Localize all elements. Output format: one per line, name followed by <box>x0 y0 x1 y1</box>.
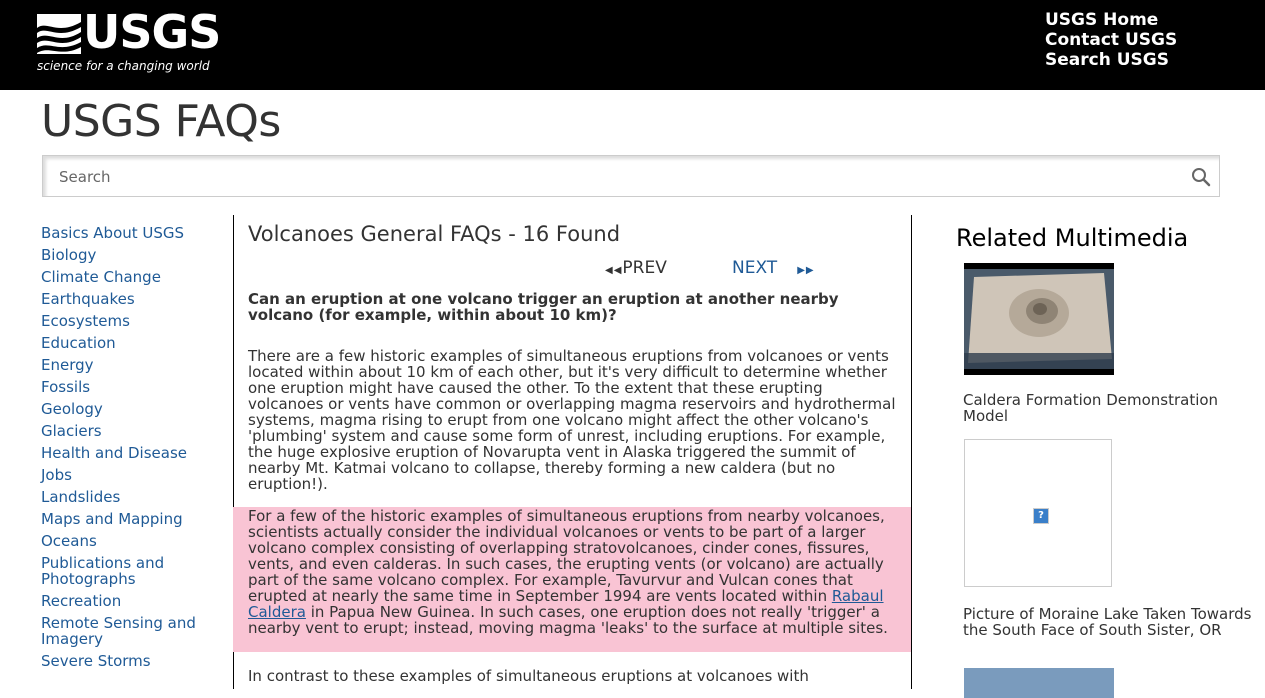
related-multimedia <box>956 224 1256 639</box>
logo-tagline: science for a changing world <box>37 59 210 73</box>
faq-heading: Volcanoes General FAQs - 16 Found <box>248 222 621 246</box>
related-heading: Related Multimedia <box>956 224 1189 252</box>
page-title: USGS FAQs <box>41 96 281 147</box>
answer-paragraph-3: In contrast to these examples of simultaneous eruptions at volcanoes with <box>248 667 809 685</box>
next-button[interactable] <box>732 258 815 278</box>
paragraph-2-text-a: For a few of the historic examples of simultaneous eruptions from nearby volcanoes, scientists actually consider the individual volcanoes or vents to be part of a larger volcano complex consisting of overlapping stratovolcanoes, cinder cones, fissures, vents, and even calderas. In such cases, the erupting vents (or volcano) are actually part of the same volcano complex. For example, Tavurvur and Vulcan cones that erupted at nearly the same time in September 1994 are vents located within <box>248 507 885 605</box>
sidebar-item-maps[interactable]: Maps and Mapping <box>41 510 183 528</box>
prev-label: PREV <box>622 258 667 278</box>
logo-wordmark: USGS <box>83 5 221 59</box>
sidebar-item-oceans[interactable]: Oceans <box>41 532 97 550</box>
search-usgs-link[interactable]: Search USGS <box>1045 50 1169 70</box>
search-box <box>42 155 1220 197</box>
divider-right <box>911 215 912 689</box>
search-icon[interactable] <box>1191 167 1211 187</box>
sidebar-item-ecosystems[interactable]: Ecosystems <box>41 312 130 330</box>
answer-paragraph-1: There are a few historic examples of simultaneous eruptions from volcanoes or vents located within about 10 km of each other, but it's very difficult to determine whether one eruption might have caused the other. To the extent that these erupting volcanoes or vents have common or overlapping magma reservoirs and hydrothermal systems, magma rising to erupt from one volcano might affect the other volcano's 'plumbing' system and cause some form of unrest, including eruptions. For example, the huge explosive eruption of Novarupta vent in Alaska triggered the summit of nearby Mt. Katmai volcano to collapse, thereby forming a new caldera (but no eruption!). <box>248 347 896 493</box>
sidebar-item-biology[interactable]: Biology <box>41 246 97 264</box>
prev-button[interactable] <box>605 258 667 278</box>
sidebar-item-severe-storms[interactable]: Severe Storms <box>41 652 151 670</box>
usgs-logo[interactable] <box>37 5 221 78</box>
sidebar-item-earthquakes[interactable]: Earthquakes <box>41 290 135 308</box>
faq-question: Can an eruption at one volcano trigger an eruption at another nearby volcano (for example, within about 10 km)? <box>248 290 839 324</box>
sidebar-item-recreation[interactable]: Recreation <box>41 592 122 610</box>
next-label: NEXT <box>732 258 778 278</box>
related-caption-2[interactable]: Picture of Moraine Lake Taken Towards the South Face of South Sister, OR <box>963 605 1252 639</box>
topic-sidebar <box>41 225 226 675</box>
moraine-lake-thumbnail[interactable] <box>964 439 1112 587</box>
sidebar-item-climate-change[interactable]: Climate Change <box>41 268 161 286</box>
usgs-wave-icon <box>37 14 81 54</box>
paragraph-2-text-b: in Papua New Guinea. In such cases, one eruption does not really 'trigger' a nearby vent to erupt; instead, moving magma 'leaks' to the surface at multiple sites. <box>248 603 888 637</box>
sidebar-item-health[interactable]: Health and Disease <box>41 444 188 462</box>
sidebar-item-geology[interactable]: Geology <box>41 400 103 418</box>
header-links <box>1045 10 1177 70</box>
related-caption-1[interactable]: Caldera Formation Demonstration Model <box>963 391 1219 425</box>
caldera-image <box>964 263 1114 375</box>
first-page-icon: ◀◀ <box>605 265 623 276</box>
last-page-icon: ▶▶ <box>797 265 815 276</box>
sidebar-item-fossils[interactable]: Fossils <box>41 378 91 396</box>
sidebar-item-landslides[interactable]: Landslides <box>41 488 121 506</box>
broken-image-icon: ? <box>1033 508 1049 524</box>
search-input[interactable] <box>57 164 1161 190</box>
sidebar-item-education[interactable]: Education <box>41 334 116 352</box>
sidebar-item-remote-sensing[interactable]: Remote Sensing and Imagery <box>41 614 196 648</box>
rabaul-caldera-link[interactable]: Rabaul Caldera <box>248 587 884 621</box>
header-bar <box>0 0 1265 90</box>
contact-usgs-link[interactable]: Contact USGS <box>1045 30 1178 50</box>
sidebar-item-energy[interactable]: Energy <box>41 356 94 374</box>
caldera-model-thumbnail[interactable] <box>964 263 1114 375</box>
answer-paragraph-2 <box>248 508 898 636</box>
faq-content <box>248 222 898 685</box>
related-thumbnail-3[interactable] <box>964 668 1114 698</box>
sidebar-item-jobs[interactable]: Jobs <box>41 466 72 484</box>
sidebar-item-glaciers[interactable]: Glaciers <box>41 422 102 440</box>
sidebar-item-basics[interactable]: Basics About USGS <box>41 224 185 242</box>
sidebar-item-publications[interactable]: Publications and Photographs <box>41 554 165 588</box>
usgs-home-link[interactable]: USGS Home <box>1045 10 1159 30</box>
